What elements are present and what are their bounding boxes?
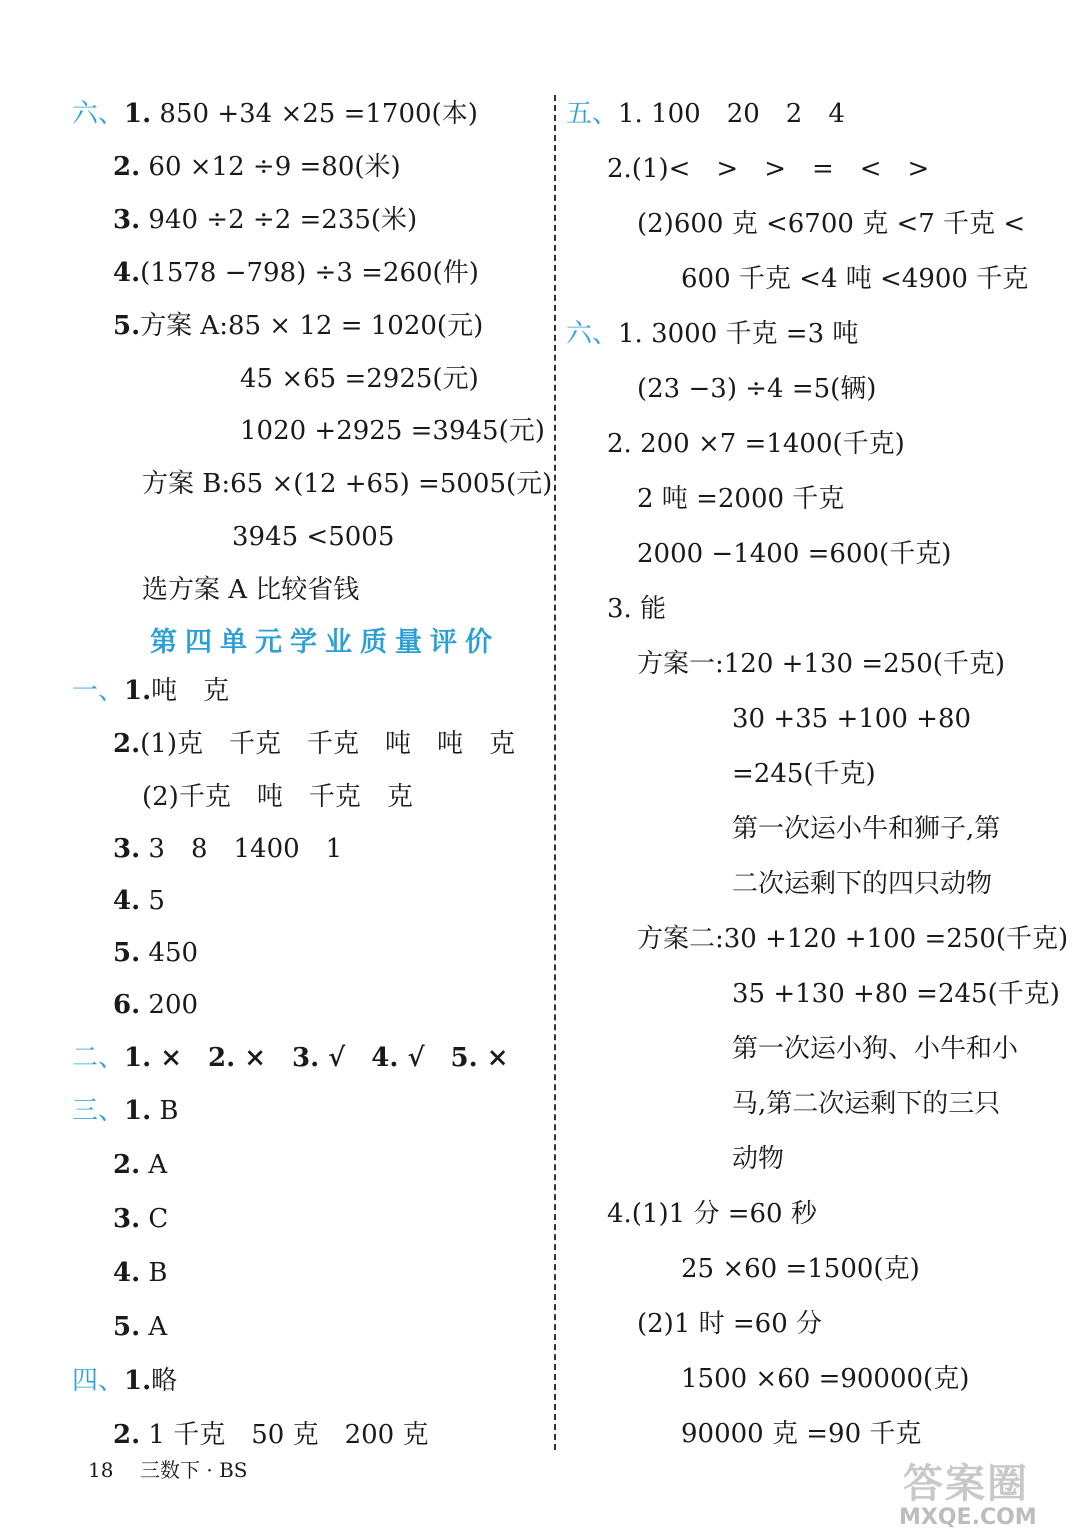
left-sec6-q3 xyxy=(113,203,417,237)
watermark-text: 答案圈 xyxy=(903,1461,1029,1507)
right-sec6-line: 二次运剩下的四只动物 xyxy=(732,869,993,899)
left-sec1-q2-part2 xyxy=(142,780,413,814)
left-sec6-cont-line: 45 ×65 =2925(元) xyxy=(240,364,479,394)
left-sec6-q2 xyxy=(113,150,401,184)
question-number: 5. xyxy=(113,1312,141,1342)
answer-text: B xyxy=(151,1096,179,1126)
question-number: 2. xyxy=(113,152,141,182)
answer-text: 1. × 2. × 3. √ 4. √ 5. × xyxy=(124,1043,509,1073)
right-sec6-line: 35 +130 +80 =245(千克) xyxy=(732,979,1060,1009)
section-label: 六、 xyxy=(566,319,619,349)
right-sec6-line: (23 −3) ÷4 =5(辆) xyxy=(637,374,877,404)
right-sec5-line: 2.(1)< > > = < > xyxy=(607,154,930,184)
question-number: 4. xyxy=(113,258,141,288)
answer-text: (1)克 千克 千克 吨 吨 克 xyxy=(140,729,515,759)
right-sec6-line-1 xyxy=(566,317,858,351)
right-sec6-line: 马,第二次运剩下的三只 xyxy=(732,1089,1001,1119)
left-sec6-conclusion: 选方案 A 比较省钱 xyxy=(142,575,360,605)
unit-title: 第四单元学业质量评价 xyxy=(150,627,500,658)
answer-text: A xyxy=(140,1150,168,1180)
answer-text: 200 xyxy=(140,990,199,1020)
answer-text: (2)千克 吨 千克 克 xyxy=(142,782,413,812)
left-sec1-q4 xyxy=(113,884,165,918)
left-sec1-q5 xyxy=(113,936,198,970)
left-sec6-q1 xyxy=(72,97,478,131)
answer-text: 1 千克 50 克 200 克 xyxy=(140,1420,429,1450)
answer-text: 60 ×12 ÷9 =80(米) xyxy=(140,152,401,182)
watermark-logo xyxy=(895,1462,1065,1532)
right-sec6-line: 90000 克 =90 千克 xyxy=(681,1419,922,1449)
answer-text: B xyxy=(140,1258,168,1288)
left-sec3-q1 xyxy=(72,1094,179,1128)
left-sec3-q2 xyxy=(113,1148,167,1182)
question-number: 4. xyxy=(113,1258,141,1288)
question-number: 1. xyxy=(124,99,152,129)
page-number: 18 xyxy=(88,1458,114,1482)
right-sec5-line: (2)600 克 <6700 克 <7 千克 < xyxy=(637,209,1026,239)
answer-text: 450 xyxy=(140,938,199,968)
left-sec1-q2 xyxy=(113,727,515,761)
right-sec6-line: (2)1 时 =60 分 xyxy=(637,1309,823,1339)
right-sec6-line: 第一次运小狗、小牛和小 xyxy=(732,1034,1019,1064)
right-sec6-line: 25 ×60 =1500(克) xyxy=(681,1254,920,1284)
watermark-url: MXQE.COM xyxy=(899,1505,1037,1530)
question-number: 3. xyxy=(113,834,141,864)
question-number: 5. xyxy=(113,311,141,341)
question-number: 1. xyxy=(124,1366,152,1396)
right-sec6-line: 方案二:30 +120 +100 =250(千克) xyxy=(637,924,1069,954)
question-number: 4. xyxy=(113,886,141,916)
left-sec6-q4 xyxy=(113,256,479,290)
right-sec6-line: 2000 −1400 =600(千克) xyxy=(637,539,952,569)
left-sec3-q3 xyxy=(113,1202,168,1236)
left-sec3-q5 xyxy=(113,1310,167,1344)
answer-text: 850 +34 ×25 =1700(本) xyxy=(151,99,478,129)
left-sec1-q3 xyxy=(113,832,342,866)
left-sec4-q2 xyxy=(113,1418,428,1452)
question-number: 2. xyxy=(113,1150,141,1180)
left-sec3-q4 xyxy=(113,1256,168,1290)
column-divider xyxy=(554,95,556,1450)
answer-text: (1578 −798) ÷3 =260(件) xyxy=(140,258,479,288)
right-sec6-line: 3. 能 xyxy=(607,594,667,624)
right-sec6-line: 方案一:120 +130 =250(千克) xyxy=(637,649,1006,679)
answer-text: 3 8 1400 1 xyxy=(140,834,343,864)
question-number: 2. xyxy=(113,1420,141,1450)
right-sec6-line: 4.(1)1 分 =60 秒 xyxy=(607,1199,817,1229)
answer-text: 1. 3000 千克 =3 吨 xyxy=(618,319,859,349)
question-number: 1. xyxy=(124,1096,152,1126)
answer-text: 方案 A:85 × 12 = 1020(元) xyxy=(140,311,484,341)
question-number: 5. xyxy=(113,938,141,968)
right-sec6-line: 动物 xyxy=(732,1144,785,1174)
answer-text: 5 xyxy=(140,886,165,916)
section-label: 六、 xyxy=(72,99,125,129)
question-number: 1. xyxy=(124,676,152,706)
right-sec6-line: 1500 ×60 =90000(克) xyxy=(681,1364,970,1394)
answer-text: C xyxy=(140,1204,169,1234)
answer-text: 略 xyxy=(151,1366,178,1396)
section-label: 三、 xyxy=(72,1096,125,1126)
left-sec2-line xyxy=(72,1041,509,1075)
answer-text: 940 ÷2 ÷2 =235(米) xyxy=(140,205,418,235)
answer-text: 吨 克 xyxy=(151,676,230,706)
left-sec1-q1 xyxy=(72,674,229,708)
question-number: 6. xyxy=(113,990,141,1020)
book-label: 三数下 · BS xyxy=(140,1458,248,1482)
section-label: 四、 xyxy=(72,1366,125,1396)
question-number: 3. xyxy=(113,1204,141,1234)
section-label: 一、 xyxy=(72,676,125,706)
right-sec6-line: =245(千克) xyxy=(732,759,876,789)
left-sec6-cont-line: 方案 B:65 ×(12 +65) =5005(元) xyxy=(142,469,553,499)
right-sec6-line: 2. 200 ×7 =1400(千克) xyxy=(607,429,905,459)
section-label: 五、 xyxy=(566,99,619,129)
right-sec6-line: 2 吨 =2000 千克 xyxy=(637,484,845,514)
answer-text: 1. 100 20 2 4 xyxy=(618,99,845,129)
left-sec4-q1 xyxy=(72,1364,177,1398)
answer-text: A xyxy=(140,1312,168,1342)
left-sec1-q6 xyxy=(113,988,198,1022)
right-sec6-line: 30 +35 +100 +80 xyxy=(732,704,972,734)
section-label: 二、 xyxy=(72,1043,125,1073)
left-sec6-q5 xyxy=(113,309,483,343)
right-sec6-line: 第一次运小牛和狮子,第 xyxy=(732,814,1001,844)
right-sec5-line-1 xyxy=(566,97,845,131)
question-number: 3. xyxy=(113,205,141,235)
left-sec6-cont-line: 3945 <5005 xyxy=(232,522,395,552)
question-number: 2. xyxy=(113,729,141,759)
right-sec5-line: 600 千克 <4 吨 <4900 千克 xyxy=(681,264,1029,294)
left-sec6-cont-line: 1020 +2925 =3945(元) xyxy=(240,416,545,446)
